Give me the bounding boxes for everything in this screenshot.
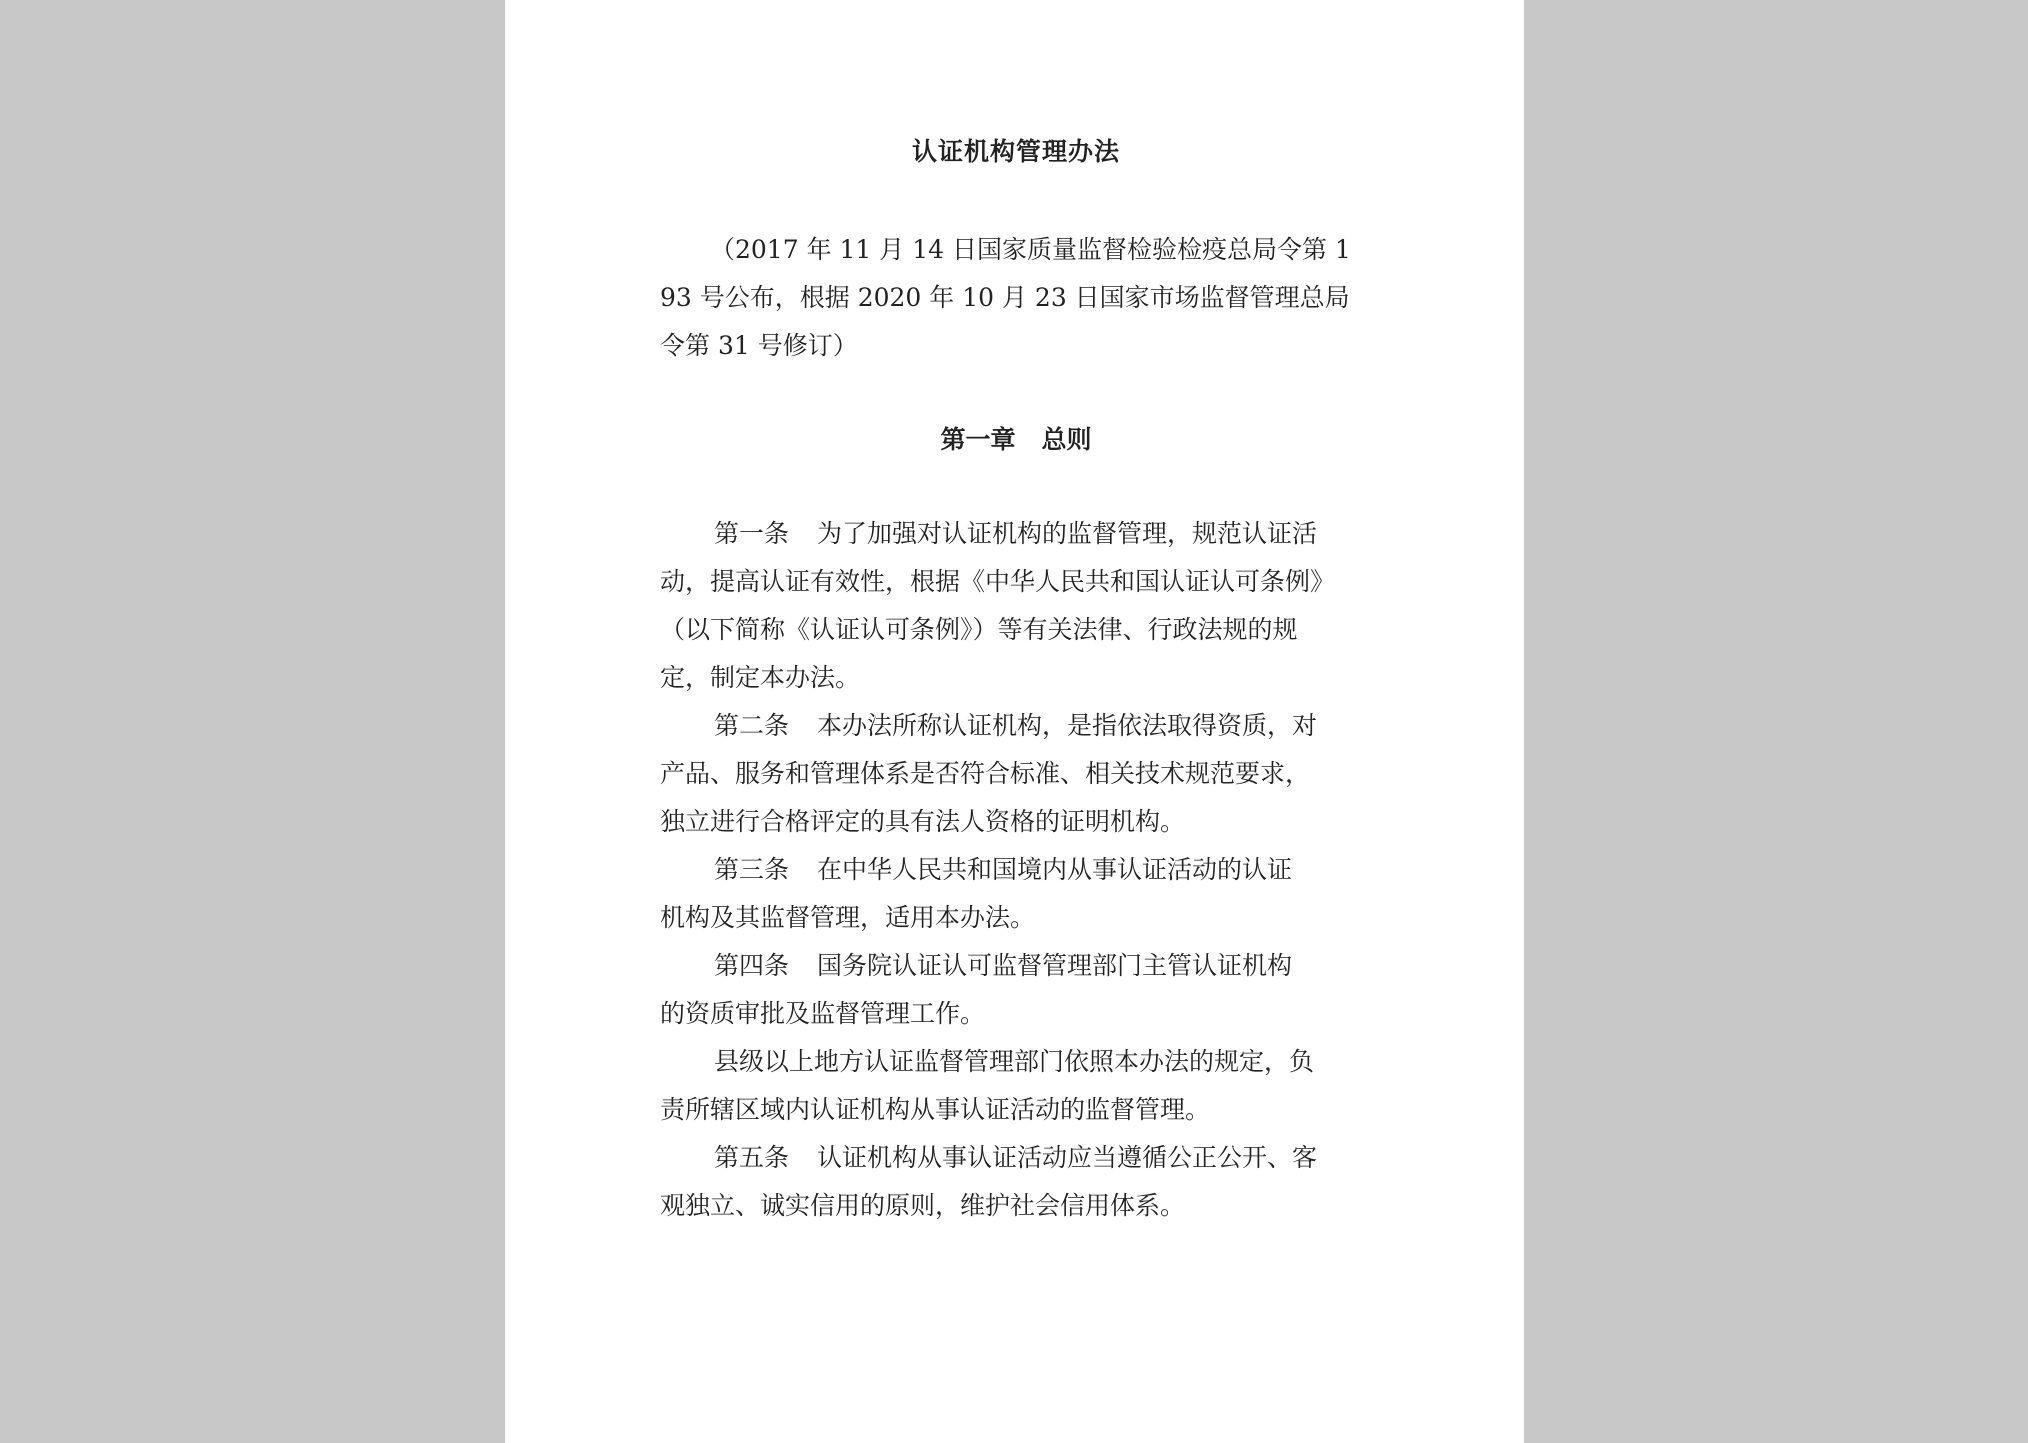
article-line: 认证机构从事认证活动应当遵循公正公开、客 (817, 1143, 1318, 1172)
article-label: 第一条 (714, 519, 790, 548)
article-line: 为了加强对认证机构的监督管理，规范认证活 (817, 519, 1318, 548)
article-line: 动，提高认证有效性，根据《中华人民共和国认证认可条例》 (660, 567, 1336, 596)
promulgation-line: （2017 年 11 月 14 日国家质量监督检验检疫总局令第 1 (710, 235, 1351, 264)
chapter-number: 第一章 (940, 425, 1016, 454)
article-2 (660, 702, 1372, 846)
article-label: 第二条 (714, 711, 790, 740)
promulgation-note (660, 226, 1372, 370)
promulgation-line: 令第 31 号修订） (660, 331, 858, 360)
article-4-paragraph-2 (660, 1038, 1372, 1134)
article-4 (660, 942, 1372, 1038)
article-line: 国务院认证认可监督管理部门主管认证机构 (817, 951, 1293, 980)
article-line: 机构及其监督管理，适用本办法。 (660, 903, 1036, 932)
article-label: 第四条 (714, 951, 790, 980)
chapter-heading (660, 418, 1372, 462)
document-page (505, 0, 1524, 1443)
article-3 (660, 846, 1372, 942)
chapter-name: 总则 (1041, 425, 1092, 454)
article-line: 独立进行合格评定的具有法人资格的证明机构。 (660, 807, 1186, 836)
document-title: 认证机构管理办法 (911, 137, 1120, 166)
article-line: 产品、服务和管理体系是否符合标准、相关技术规范要求， (660, 759, 1311, 788)
document-body (660, 510, 1372, 1230)
article-line: 县级以上地方认证监督管理部门依照本办法的规定，负 (714, 1047, 1315, 1076)
article-label: 第三条 (714, 855, 790, 884)
article-line: 观独立、诚实信用的原则，维护社会信用体系。 (660, 1191, 1186, 1220)
article-line: 定，制定本办法。 (660, 663, 861, 692)
article-line: 在中华人民共和国境内从事认证活动的认证 (817, 855, 1293, 884)
article-5 (660, 1134, 1372, 1230)
article-line: 的资质审批及监督管理工作。 (660, 999, 986, 1028)
promulgation-line: 93 号公布，根据 2020 年 10 月 23 日国家市场监督管理总局 (660, 283, 1350, 312)
article-1 (660, 510, 1372, 702)
article-line: 责所辖区域内认证机构从事认证活动的监督管理。 (660, 1095, 1211, 1124)
article-line: （以下简称《认证认可条例》）等有关法律、行政法规的规 (660, 615, 1298, 644)
article-line: 本办法所称认证机构，是指依法取得资质，对 (817, 711, 1318, 740)
article-label: 第五条 (714, 1143, 790, 1172)
